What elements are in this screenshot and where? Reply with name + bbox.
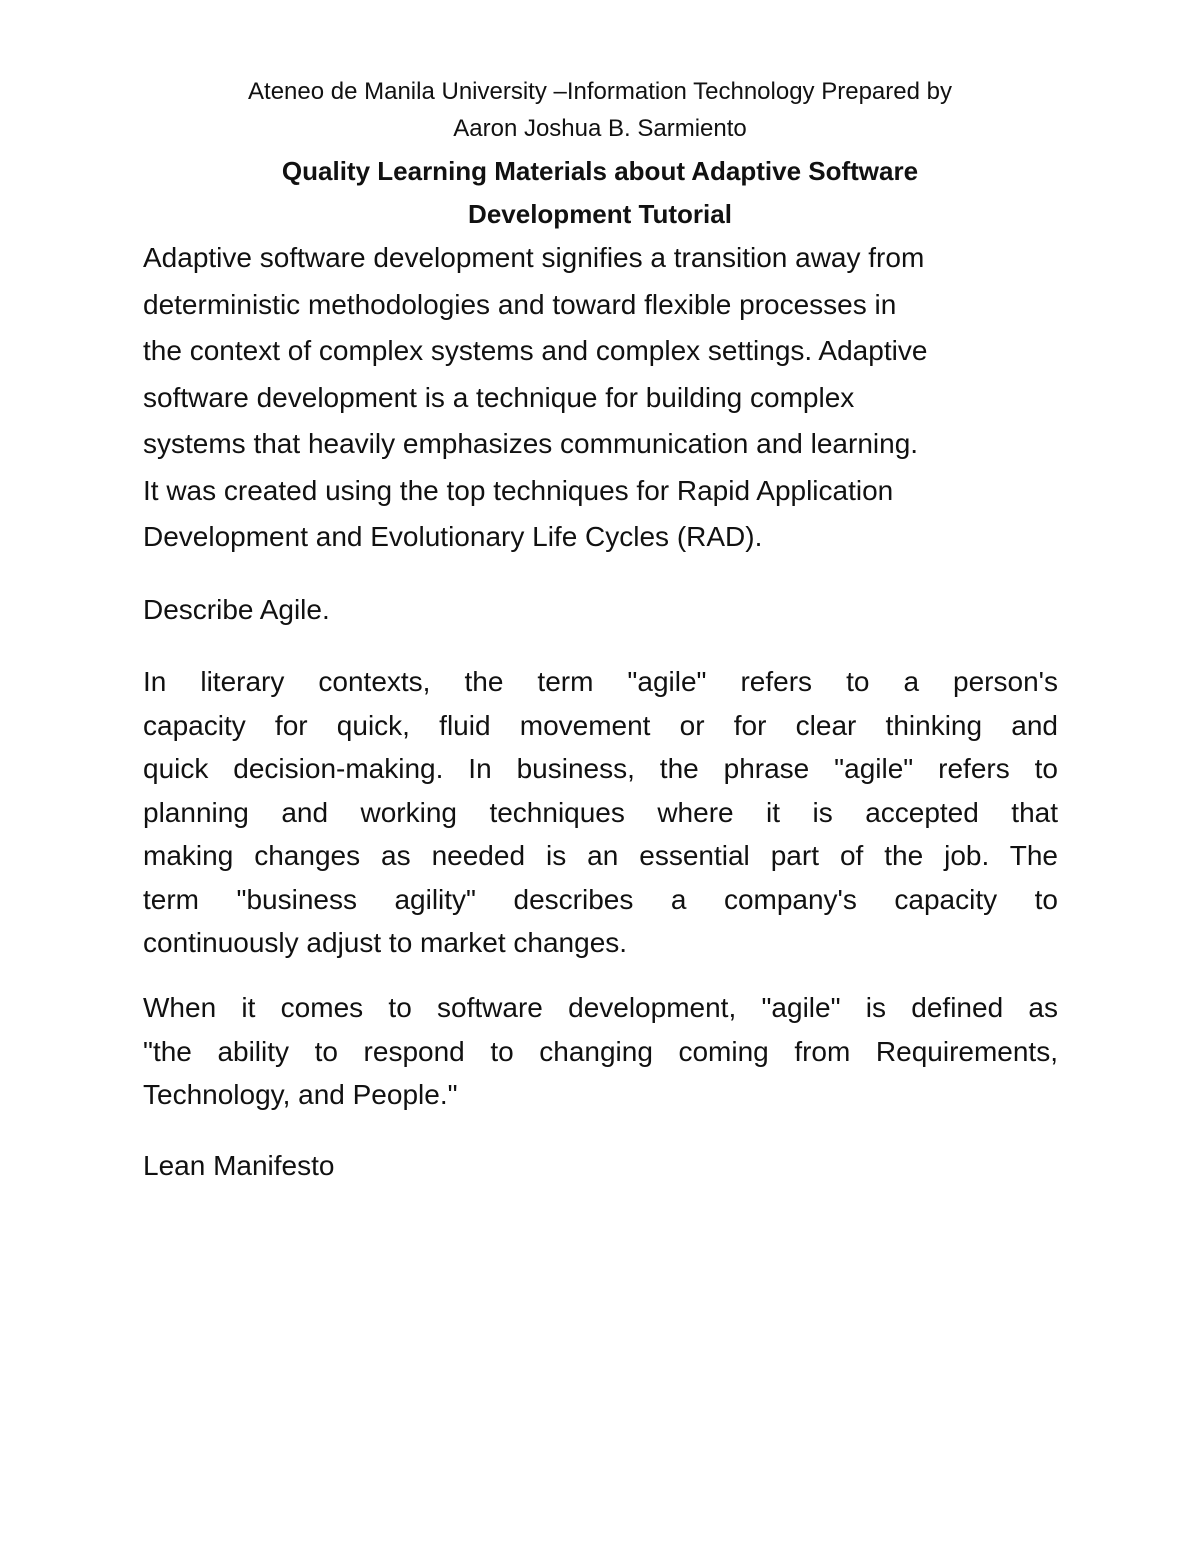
intro-line: deterministic methodologies and toward flexible processes in	[143, 288, 897, 320]
agile-line: continuously adjust to market changes.	[143, 927, 628, 958]
software-line: Technology, and People."	[143, 1079, 458, 1110]
header-line-1: Ateneo de Manila University –Information Technology Prepared by	[248, 78, 952, 105]
agile-line: quick decision-making. In business, the phrase "agile" refers to	[143, 753, 1058, 784]
intro-paragraph	[143, 235, 1058, 561]
agile-line: capacity for quick, fluid movement or for clear thinking and	[143, 709, 1058, 741]
title-line-1: Quality Learning Materials about Adaptive Software	[281, 156, 919, 186]
intro-line: It was created using the top techniques for Rapid Application	[143, 474, 894, 506]
title-line-2: Development Tutorial	[468, 199, 732, 229]
intro-line: software development is a technique for building complex	[143, 381, 855, 413]
software-line: When it comes to software development, "agile" is defined as	[143, 992, 1058, 1023]
agile-line: planning and working techniques where it is accepted that	[143, 796, 1058, 828]
question-heading: Describe Agile.	[143, 594, 330, 625]
lean-manifesto-heading: Lean Manifesto	[143, 1150, 335, 1181]
agile-line: making changes as needed is an essential part of the job. The	[143, 840, 1058, 871]
agile-paragraph	[143, 660, 1058, 965]
intro-line: Adaptive software development signifies a transition away from	[143, 242, 925, 273]
software-paragraph	[143, 986, 1058, 1117]
intro-line: Development and Evolutionary Life Cycles (RAD).	[143, 521, 763, 552]
intro-line: systems that heavily emphasizes communication and learning.	[143, 428, 919, 459]
software-line: "the ability to respond to changing coming from Requirements,	[143, 1035, 1058, 1067]
intro-line: the context of complex systems and complex settings. Adaptive	[143, 335, 928, 366]
header-line-2: Aaron Joshua B. Sarmiento	[453, 115, 747, 142]
agile-line: term "business agility" describes a company's capacity to	[143, 883, 1058, 915]
agile-line: In literary contexts, the term "agile" refers to a person's	[143, 666, 1058, 697]
